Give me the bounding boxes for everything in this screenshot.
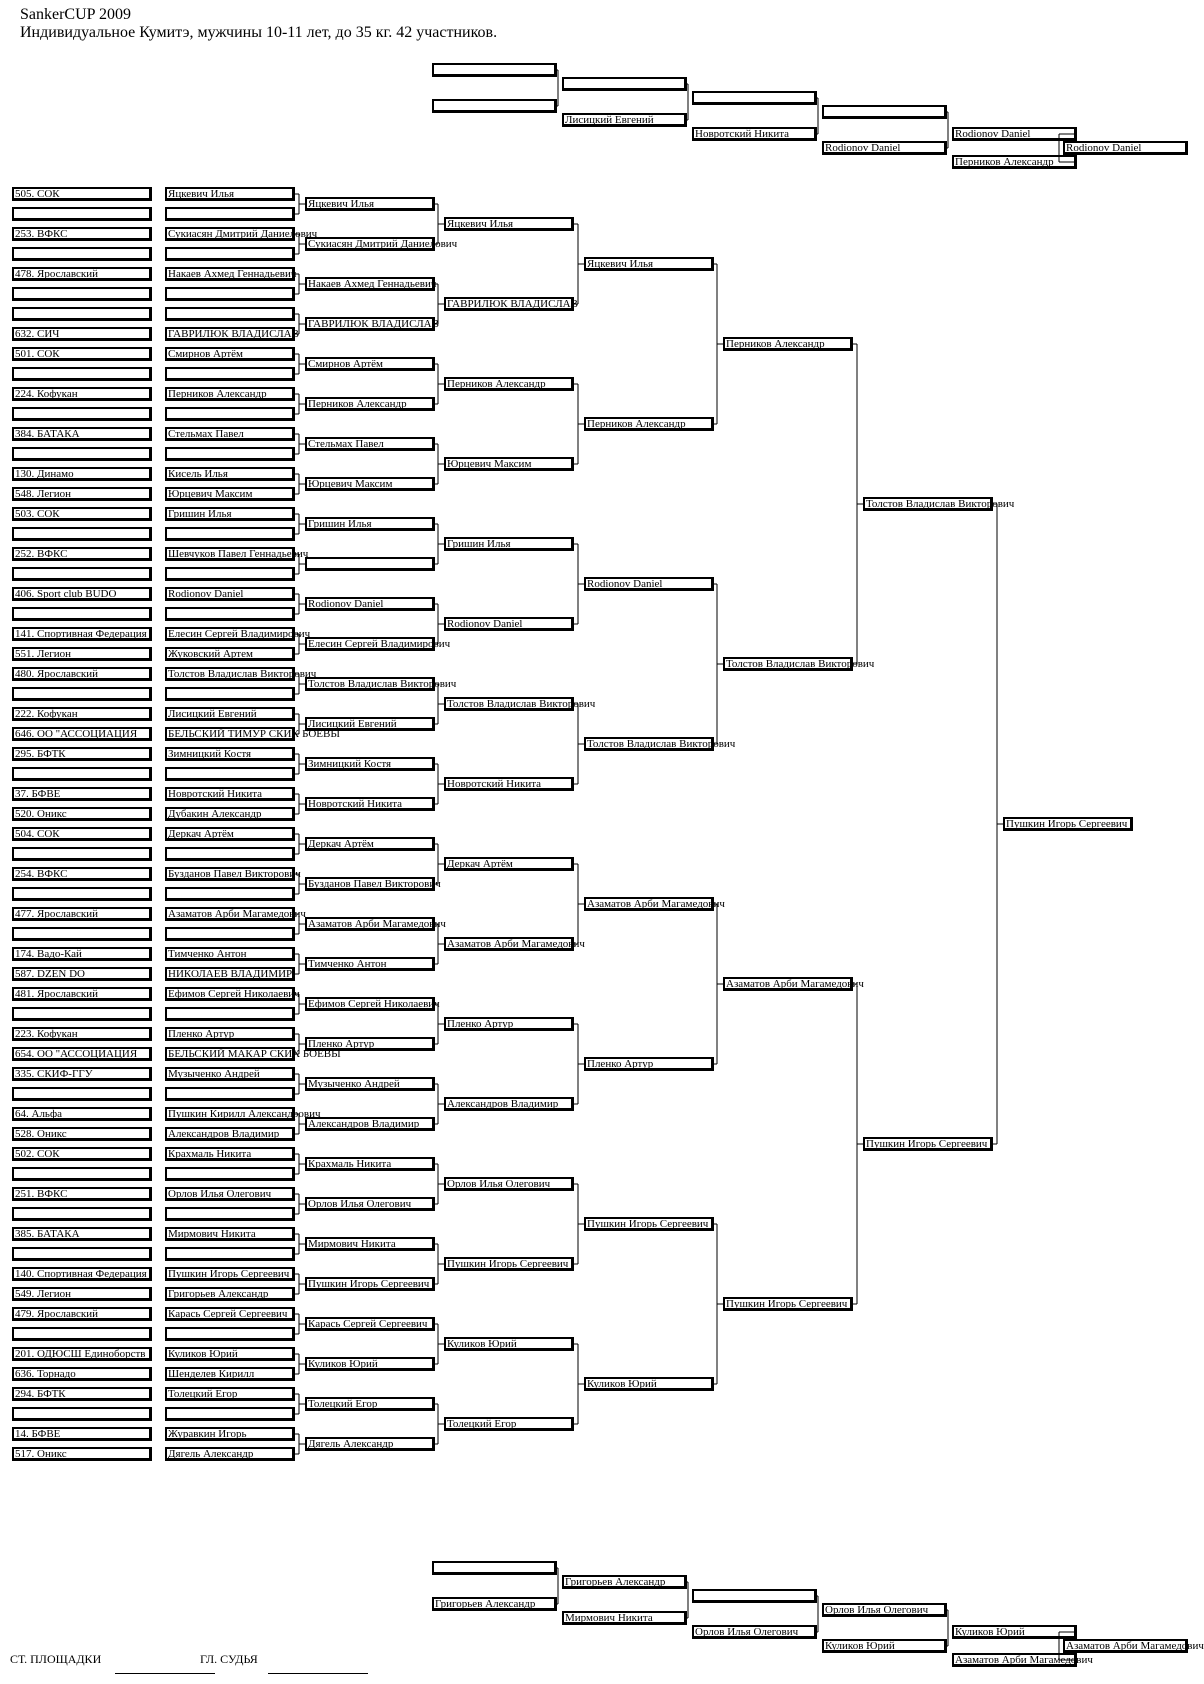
round3-winner-5: Азаматов Арби Магамедович bbox=[587, 898, 725, 910]
round3-winner-7: Пушкин Игорь Сергеевич bbox=[587, 1218, 709, 1230]
round1-winner-3: Накаев Ахмед Геннадьевич bbox=[308, 278, 437, 290]
round2-winner-15: Куликов Юрий bbox=[447, 1338, 517, 1350]
competitor-28: БЕЛЬСКИЙ ТИМУР СКИХ БОЕВЫ bbox=[168, 728, 340, 740]
round2-winner-14: Пушкин Игорь Сергеевич bbox=[447, 1258, 569, 1270]
round1-winner-23: Музыченко Андрей bbox=[308, 1078, 400, 1090]
top-repechage-6: Новротский Никита bbox=[695, 128, 790, 140]
bottom-repechage-7: Орлов Илья Олегович bbox=[825, 1604, 929, 1616]
club-19: 252. ВФКС bbox=[15, 548, 68, 560]
competitor-31: Новротский Никита bbox=[168, 788, 263, 800]
club-64: 517. Оникс bbox=[15, 1448, 67, 1460]
competitor-39: Тимченко Антон bbox=[168, 948, 247, 960]
bottom-repechage-2: Григорьев Александр bbox=[435, 1598, 536, 1610]
club-40: 587. DZEN DO bbox=[15, 968, 85, 980]
round2-winner-16: Толецкий Егор bbox=[447, 1418, 517, 1430]
competitor-41: Ефимов Сергей Николаевич bbox=[168, 988, 300, 1000]
round1-winner-18: Бузданов Павел Викторович bbox=[308, 878, 441, 890]
round1-winner-17: Деркач Артём bbox=[308, 838, 374, 850]
bottom-repechage-11: Азаматов Арби Магамедович bbox=[1066, 1640, 1204, 1652]
round2-winner-9: Деркач Артём bbox=[447, 858, 513, 870]
round1-winner-32: Дягель Александр bbox=[308, 1438, 394, 1450]
club-55: 140. Спортивная Федерация bbox=[15, 1268, 147, 1280]
round1-winner-4: ГАВРИЛЮК ВЛАДИСЛАВ bbox=[308, 318, 439, 330]
round3-winner-4: Толстов Владислав Викторович bbox=[587, 738, 736, 750]
club-33: 504. СОК bbox=[15, 828, 60, 840]
champion-1: Пушкин Игорь Сергеевич bbox=[1006, 818, 1128, 830]
competitor-55: Пушкин Игорь Сергеевич bbox=[168, 1268, 290, 1280]
round1-winner-20: Тимченко Антон bbox=[308, 958, 387, 970]
round1-winner-6: Перников Александр bbox=[308, 398, 407, 410]
competitor-48: Александров Владимир bbox=[168, 1128, 280, 1140]
club-21: 406. Sport club BUDO bbox=[15, 588, 117, 600]
bottom-repechage-3: Григорьев Александр bbox=[565, 1576, 666, 1588]
round2-winner-6: Rodionov Daniel bbox=[447, 618, 523, 630]
club-47: 64. Альфа bbox=[15, 1108, 62, 1120]
competitor-16: Юрцевич Максим bbox=[168, 488, 253, 500]
round1-winner-5: Смирнов Артём bbox=[308, 358, 383, 370]
chief-judge-label: ГЛ. СУДЬЯ bbox=[200, 1652, 258, 1666]
round2-winner-5: Гришин Илья bbox=[447, 538, 511, 550]
round2-winner-10: Азаматов Арби Магамедович bbox=[447, 938, 585, 950]
round4-winner-4: Пушкин Игорь Сергеевич bbox=[726, 1298, 848, 1310]
club-51: 251. ВФКС bbox=[15, 1188, 68, 1200]
competitor-57: Карась Сергей Сергеевич bbox=[168, 1308, 288, 1320]
competitor-13: Стельмах Павел bbox=[168, 428, 244, 440]
club-37: 477. Ярославский bbox=[15, 908, 98, 920]
club-3: 253. ВФКС bbox=[15, 228, 68, 240]
round1-winner-13: Толстов Владислав Викторович bbox=[308, 678, 457, 690]
bottom-repechage-8: Куликов Юрий bbox=[825, 1640, 895, 1652]
round2-winner-11: Пленко Артур bbox=[447, 1018, 514, 1030]
competitor-1: Яцкевич Илья bbox=[168, 188, 235, 200]
club-25: 480. Ярославский bbox=[15, 668, 98, 680]
competitor-60: Шенделев Кирилл bbox=[168, 1368, 255, 1380]
round3-winner-8: Куликов Юрий bbox=[587, 1378, 657, 1390]
competitor-24: Жуковский Артем bbox=[168, 648, 253, 660]
competitor-40: НИКОЛАЕВ ВЛАДИМИР bbox=[168, 968, 293, 980]
round1-winner-16: Новротский Никита bbox=[308, 798, 403, 810]
competitor-49: Крахмаль Никита bbox=[168, 1148, 252, 1160]
competitor-43: Пленко Артур bbox=[168, 1028, 235, 1040]
club-5: 478. Ярославский bbox=[15, 268, 98, 280]
round2-winner-2: ГАВРИЛЮК ВЛАДИСЛАВ bbox=[447, 298, 578, 310]
competitor-32: Дубакин Александр bbox=[168, 808, 262, 820]
club-60: 636. Торнадо bbox=[15, 1368, 76, 1380]
club-61: 294. БФТК bbox=[15, 1388, 66, 1400]
competitor-25: Толстов Владислав Викторович bbox=[168, 668, 317, 680]
round1-winner-15: Зимницкий Костя bbox=[308, 758, 392, 770]
club-8: 632. СИЧ bbox=[15, 328, 60, 340]
competitor-33: Деркач Артём bbox=[168, 828, 234, 840]
competitor-21: Rodionov Daniel bbox=[168, 588, 244, 600]
top-repechage-10: Перников Александр bbox=[955, 156, 1054, 168]
competitor-29: Зимницкий Костя bbox=[168, 748, 252, 760]
round2-winner-8: Новротский Никита bbox=[447, 778, 542, 790]
club-17: 503. СОК bbox=[15, 508, 60, 520]
club-11: 224. Кофукан bbox=[15, 388, 78, 400]
club-44: 654. ОО "АССОЦИАЦИЯ bbox=[15, 1048, 138, 1060]
competitor-23: Елесин Сергей Владимирович bbox=[168, 628, 311, 640]
round1-winner-30: Куликов Юрий bbox=[308, 1358, 378, 1370]
round2-winner-12: Александров Владимир bbox=[447, 1098, 559, 1110]
round4-winner-3: Азаматов Арби Магамедович bbox=[726, 978, 864, 990]
round1-winner-19: Азаматов Арби Магамедович bbox=[308, 918, 446, 930]
competitor-44: БЕЛЬСКИЙ МАКАР СКИХ БОЕВЫ bbox=[168, 1048, 341, 1060]
round2-winner-3: Перников Александр bbox=[447, 378, 546, 390]
club-53: 385. БАТАКА bbox=[15, 1228, 80, 1240]
club-29: 295. БФТК bbox=[15, 748, 66, 760]
round1-winner-1: Яцкевич Илья bbox=[308, 198, 375, 210]
competitor-61: Толецкий Егор bbox=[168, 1388, 238, 1400]
club-15: 130. Динамо bbox=[15, 468, 74, 480]
top-repechage-8: Rodionov Daniel bbox=[825, 142, 901, 154]
round3-winner-3: Rodionov Daniel bbox=[587, 578, 663, 590]
round3-winner-6: Пленко Артур bbox=[587, 1058, 654, 1070]
round1-winner-14: Лисицкий Евгений bbox=[308, 718, 397, 730]
bottom-repechage-6: Орлов Илья Олегович bbox=[695, 1626, 799, 1638]
club-56: 549. Легион bbox=[15, 1288, 72, 1300]
competitor-35: Бузданов Павел Викторович bbox=[168, 868, 301, 880]
club-43: 223. Кофукан bbox=[15, 1028, 78, 1040]
club-1: 505. СОК bbox=[15, 188, 60, 200]
page-subtitle: Индивидуальное Кумитэ, мужчины 10-11 лет, до 35 кг. 42 участников. bbox=[20, 24, 498, 41]
competitor-17: Гришин Илья bbox=[168, 508, 232, 520]
bottom-repechage-4: Мирмович Никита bbox=[565, 1612, 653, 1624]
competitor-47: Пушкин Кирилл Александрович bbox=[168, 1108, 321, 1120]
round1-winner-11: Rodionov Daniel bbox=[308, 598, 384, 610]
bottom-repechage-9: Куликов Юрий bbox=[955, 1626, 1025, 1638]
competitor-15: Кисель Илья bbox=[168, 468, 228, 480]
club-16: 548. Легион bbox=[15, 488, 72, 500]
competitor-64: Дягель Александр bbox=[168, 1448, 254, 1460]
top-repechage-4: Лисицкий Евгений bbox=[565, 114, 654, 126]
club-9: 501. СОК bbox=[15, 348, 60, 360]
competitor-27: Лисицкий Евгений bbox=[168, 708, 257, 720]
competitor-3: Сукиасян Дмитрий Даниелович bbox=[168, 228, 318, 240]
round1-winner-24: Александров Владимир bbox=[308, 1118, 420, 1130]
round4-winner-2: Толстов Владислав Викторович bbox=[726, 658, 875, 670]
competitor-63: Журавкин Игорь bbox=[168, 1428, 247, 1440]
club-63: 14. БФВЕ bbox=[15, 1428, 61, 1440]
round1-winner-31: Толецкий Егор bbox=[308, 1398, 378, 1410]
competitor-37: Азаматов Арби Магамедович bbox=[168, 908, 306, 920]
round1-winner-2: Сукиасян Дмитрий Даниелович bbox=[308, 238, 458, 250]
club-39: 174. Вадо-Кай bbox=[15, 948, 82, 960]
round1-winner-22: Пленко Артур bbox=[308, 1038, 375, 1050]
competitor-5: Накаев Ахмед Геннадьевич bbox=[168, 268, 297, 280]
round1-winner-25: Крахмаль Никита bbox=[308, 1158, 392, 1170]
competitor-45: Музыченко Андрей bbox=[168, 1068, 260, 1080]
round1-winner-9: Гришин Илья bbox=[308, 518, 372, 530]
round1-winner-28: Пушкин Игорь Сергеевич bbox=[308, 1278, 430, 1290]
page-title: SankerCUP 2009 bbox=[20, 6, 131, 23]
round4-winner-1: Перников Александр bbox=[726, 338, 825, 350]
round1-winner-21: Ефимов Сергей Николаевич bbox=[308, 998, 440, 1010]
club-41: 481. Ярославский bbox=[15, 988, 98, 1000]
chief-area-label: СТ. ПЛОЩАДКИ bbox=[10, 1652, 102, 1666]
competitor-51: Орлов Илья Олегович bbox=[168, 1188, 272, 1200]
bottom-repechage-10: Азаматов Арби Магамедович bbox=[955, 1654, 1093, 1666]
round1-winner-7: Стельмах Павел bbox=[308, 438, 384, 450]
competitor-11: Перников Александр bbox=[168, 388, 267, 400]
competitor-8: ГАВРИЛЮК ВЛАДИСЛАВ bbox=[168, 328, 299, 340]
club-24: 551. Легион bbox=[15, 648, 72, 660]
club-59: 201. ОДЮСШ Единоборств bbox=[15, 1348, 146, 1360]
club-28: 646. ОО "АССОЦИАЦИЯ bbox=[15, 728, 138, 740]
round2-winner-7: Толстов Владислав Викторович bbox=[447, 698, 596, 710]
club-13: 384. БАТАКА bbox=[15, 428, 80, 440]
round2-winner-13: Орлов Илья Олегович bbox=[447, 1178, 551, 1190]
competitor-56: Григорьев Александр bbox=[168, 1288, 269, 1300]
club-49: 502. СОК bbox=[15, 1148, 60, 1160]
top-repechage-11: Rodionov Daniel bbox=[1066, 142, 1142, 154]
club-31: 37. БФВЕ bbox=[15, 788, 61, 800]
round3-winner-2: Перников Александр bbox=[587, 418, 686, 430]
competitor-9: Смирнов Артём bbox=[168, 348, 243, 360]
round1-winner-27: Мирмович Никита bbox=[308, 1238, 396, 1250]
round1-winner-29: Карась Сергей Сергеевич bbox=[308, 1318, 428, 1330]
round1-winner-12: Елесин Сергей Владимирович bbox=[308, 638, 451, 650]
club-45: 335. СКИФ-ГГУ bbox=[15, 1068, 93, 1080]
club-35: 254. ВФКС bbox=[15, 868, 68, 880]
club-32: 520. Оникс bbox=[15, 808, 67, 820]
top-repechage-9: Rodionov Daniel bbox=[955, 128, 1031, 140]
club-27: 222. Кофукан bbox=[15, 708, 78, 720]
competitor-59: Куликов Юрий bbox=[168, 1348, 238, 1360]
club-48: 528. Оникс bbox=[15, 1128, 67, 1140]
round1-winner-8: Юрцевич Максим bbox=[308, 478, 393, 490]
semifinal-winner-2: Пушкин Игорь Сергеевич bbox=[866, 1138, 988, 1150]
club-23: 141. Спортивная Федерация bbox=[15, 628, 147, 640]
competitor-19: Шевчуков Павел Геннадьевич bbox=[168, 548, 309, 560]
club-57: 479. Ярославский bbox=[15, 1308, 98, 1320]
round2-winner-4: Юрцевич Максим bbox=[447, 458, 532, 470]
round3-winner-1: Яцкевич Илья bbox=[587, 258, 654, 270]
competitor-53: Мирмович Никита bbox=[168, 1228, 256, 1240]
round2-winner-1: Яцкевич Илья bbox=[447, 218, 514, 230]
round1-winner-26: Орлов Илья Олегович bbox=[308, 1198, 412, 1210]
semifinal-winner-1: Толстов Владислав Викторович bbox=[866, 498, 1015, 510]
